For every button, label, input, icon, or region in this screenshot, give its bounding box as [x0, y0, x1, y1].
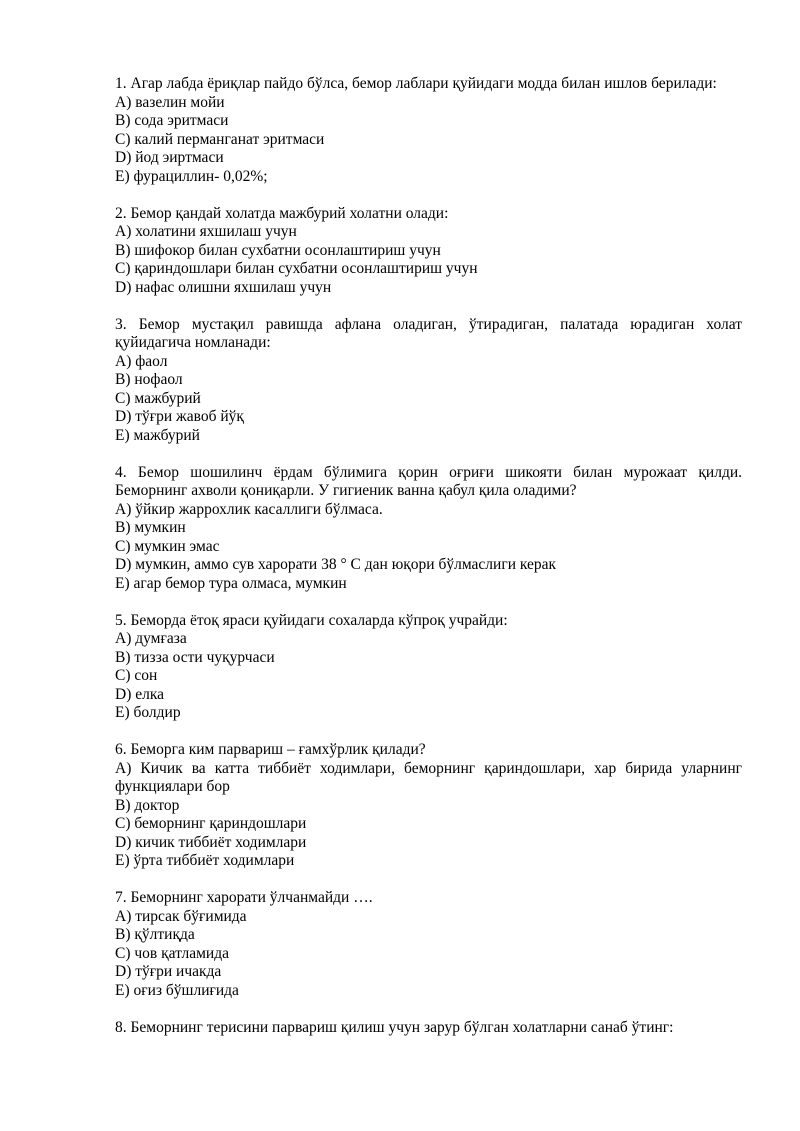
question-text: 7. Беморнинг харорати ўлчанмайди …. [115, 889, 373, 906]
question-block [115, 75, 742, 186]
answer-option: E) оғиз бўшлиғида [115, 981, 239, 999]
answer-option: A) вазелин мойи [115, 93, 225, 111]
answer-option: E) агар бемор тура олмаса, мумкин [115, 574, 347, 592]
question-block [115, 205, 742, 298]
question-text: 4. Бемор шошилинч ёрдам бўлимига қорин оғриғи шикояти билан мурожаат қилди. Беморнинг ахволи қониқарли. У гигиеник ванна қабул қила оладими? [115, 463, 742, 499]
answer-option: C) сон [115, 667, 158, 684]
answer-option: A) тирсак бўғимида [115, 907, 247, 925]
question-block [115, 464, 742, 594]
answer-option: C) чов қатламида [115, 944, 229, 962]
answer-option: A) Кичик ва катта тиббиёт ходимлари, беморнинг қариндошлари, хар бирида уларнинг функциялари бор [115, 759, 742, 795]
answer-option: B) нофаол [115, 371, 183, 388]
answer-option: B) доктор [115, 796, 180, 814]
question-text: 2. Бемор қандай холатда мажбурий холатни олади: [115, 204, 449, 222]
answer-option: D) елка [115, 685, 165, 703]
answer-option: E) болдир [115, 704, 181, 721]
answer-option: E) мажбурий [115, 426, 200, 444]
answer-option: D) нафас олишни яхшилаш учун [115, 278, 332, 296]
answer-option: B) шифокор билан сухбатни осонлаштириш учун [115, 241, 441, 259]
document-page [115, 75, 742, 1056]
answer-option: D) кичик тиббиёт ходимлари [115, 833, 307, 851]
answer-option: B) тизза ости чуқурчаси [115, 648, 275, 666]
question-block [115, 741, 742, 871]
question-block [115, 316, 742, 446]
answer-option: E) фурациллин- 0,02%; [115, 167, 268, 185]
answer-option: C) беморнинг қариндошлари [115, 815, 307, 832]
question-block [115, 1019, 742, 1038]
answer-option: A) думғаза [115, 630, 187, 647]
answer-option: B) мумкин [115, 519, 186, 536]
answer-option: D) тўғри жавоб йўқ [115, 408, 244, 425]
answer-option: B) сода эритмаси [115, 112, 229, 129]
answer-option: D) мумкин, аммо сув харорати 38 ° С дан юқори бўлмаслиги керак [115, 556, 557, 573]
answer-option: C) калий перманганат эритмаси [115, 130, 325, 148]
answer-option: D) тўғри ичакда [115, 963, 222, 980]
answer-option: C) мумкин эмас [115, 537, 220, 555]
answer-option: D) йод эиртмаси [115, 149, 224, 166]
answer-option: E) ўрта тиббиёт ходимлари [115, 852, 295, 869]
answer-option: B) қўлтиқда [115, 926, 195, 943]
answer-option: A) холатини яхшилаш учун [115, 223, 297, 240]
question-text: 1. Агар лабда ёриқлар пайдо бўлса, бемор лаблари қуйидаги модда билан ишлов берилади: [115, 75, 717, 92]
question-text: 3. Бемор мустақил равишда афлана оладиган, ўтирадиган, палатада юрадиган холат қуйидагича номланади: [115, 315, 742, 351]
answer-option: C) мажбурий [115, 389, 201, 407]
question-block [115, 889, 742, 1000]
question-block [115, 612, 742, 723]
question-text: 5. Беморда ётоқ яраси қуйидаги сохаларда кўпроқ учрайди: [115, 611, 508, 629]
question-text: 6. Беморга ким парвариш – ғамхўрлик қилади? [115, 741, 426, 758]
question-text: 8. Беморнинг терисини парвариш қилиш учун зарур бўлган холатларни санаб ўтинг: [115, 1018, 674, 1036]
answer-option: C) қариндошлари билан сухбатни осонлаштириш учун [115, 260, 478, 277]
answer-option: A) ўйкир жаррохлик касаллиги бўлмаса. [115, 500, 383, 518]
answer-option: A) фаол [115, 352, 168, 370]
